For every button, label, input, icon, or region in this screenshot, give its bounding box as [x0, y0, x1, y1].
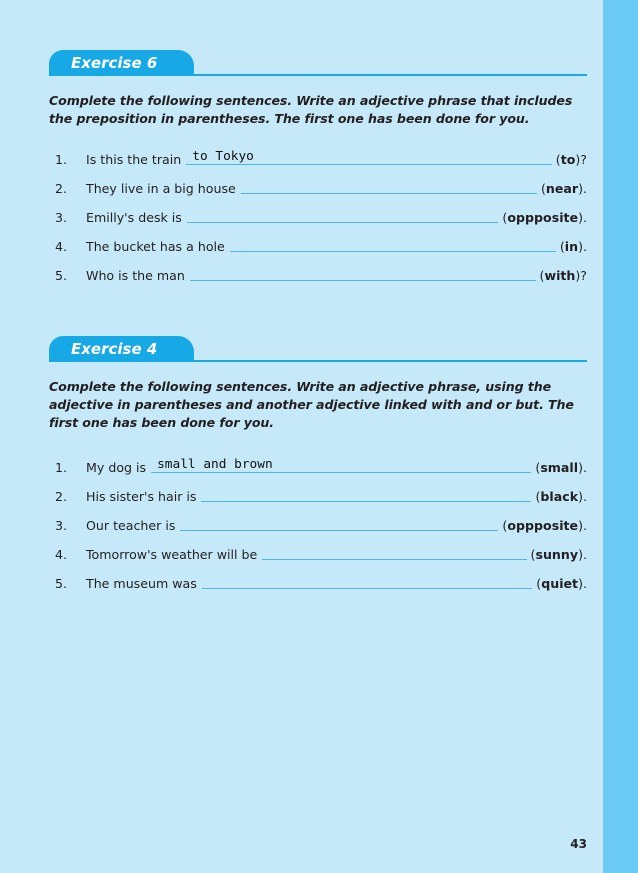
answer-blank[interactable] — [187, 206, 499, 223]
answer-blank[interactable] — [241, 177, 537, 194]
item-cue: (in). — [559, 239, 587, 254]
exercise-item — [49, 446, 587, 475]
item-cue: (to)? — [555, 152, 587, 167]
item-stem: The bucket has a hole — [86, 239, 225, 254]
answer-blank[interactable] — [186, 148, 552, 165]
instr-emphasis: adjective phrase — [359, 93, 477, 108]
handwritten-answer: small and brown — [157, 457, 273, 472]
exercise-instructions — [49, 378, 587, 432]
item-number: 5. — [55, 576, 68, 591]
item-number: 4. — [55, 547, 68, 562]
exercise-header — [49, 50, 587, 77]
exercise-item — [49, 167, 587, 196]
handwritten-answer: to Tokyo — [192, 149, 254, 164]
exercise-item — [49, 254, 587, 283]
instr-emphasis: and — [465, 397, 493, 412]
item-number: 3. — [55, 518, 68, 533]
exercise-item — [49, 533, 587, 562]
answer-blank[interactable] — [151, 456, 531, 473]
item-stem: Emilly's desk is — [86, 210, 182, 225]
instr-text: . The first one has been done for you. — [49, 397, 574, 430]
answer-blank[interactable] — [180, 514, 498, 531]
exercise-tab — [49, 336, 194, 361]
item-number: 2. — [55, 181, 68, 196]
item-stem: The museum was — [86, 576, 197, 591]
answer-blank[interactable] — [201, 485, 531, 502]
item-stem: Who is the man — [86, 268, 185, 283]
item-cue: (quiet). — [536, 576, 587, 591]
item-cue: (sunny). — [530, 547, 587, 562]
instr-text: Complete the following sentences. Write an — [49, 93, 360, 108]
exercise-items — [49, 446, 587, 591]
answer-blank[interactable] — [262, 543, 526, 560]
item-number: 5. — [55, 268, 68, 283]
instr-text: or — [492, 397, 516, 412]
page-number: 43 — [570, 837, 587, 851]
answer-blank[interactable] — [230, 235, 556, 252]
exercise-title: Exercise 6 — [71, 54, 158, 72]
instr-text: Complete the following sentences. Write an — [49, 379, 360, 394]
answer-blank[interactable] — [202, 572, 532, 589]
exercise-instructions — [49, 92, 587, 128]
instr-text: that includes the preposition in parentheses. The first one has been done for you. — [49, 93, 573, 126]
item-number: 1. — [55, 152, 68, 167]
exercise-item — [49, 138, 587, 167]
answer-blank[interactable] — [190, 264, 536, 281]
item-cue: (black). — [535, 489, 587, 504]
exercise-tab — [49, 50, 194, 75]
exercise-item — [49, 196, 587, 225]
item-stem: Is this the train — [86, 152, 182, 167]
item-stem: His sister's hair is — [86, 489, 197, 504]
item-stem: Our teacher is — [86, 518, 176, 533]
instr-text: , using the adjective in parentheses and another adjective linked with — [49, 379, 552, 412]
exercise-header — [49, 336, 587, 363]
item-cue: (oppposite). — [502, 518, 587, 533]
item-number: 2. — [55, 489, 68, 504]
exercise-item — [49, 504, 587, 533]
item-number: 3. — [55, 210, 68, 225]
item-cue: (oppposite). — [502, 210, 587, 225]
exercise-item — [49, 225, 587, 254]
item-stem: My dog is — [86, 460, 147, 475]
exercise-item — [49, 475, 587, 504]
item-number: 4. — [55, 239, 68, 254]
instr-emphasis: but — [515, 397, 540, 412]
exercise-title: Exercise 4 — [71, 340, 158, 358]
instr-emphasis: adjective phrase — [359, 379, 477, 394]
item-cue: (small). — [535, 460, 587, 475]
item-stem: They live in a big house — [86, 181, 236, 196]
exercise-item — [49, 562, 587, 591]
item-cue: (with)? — [539, 268, 587, 283]
exercise-items — [49, 138, 587, 283]
side-color-strip — [603, 0, 638, 873]
exercise-6-section — [49, 50, 587, 283]
item-number: 1. — [55, 460, 68, 475]
item-cue: (near). — [540, 181, 587, 196]
item-stem: Tomorrow's weather will be — [86, 547, 258, 562]
exercise-4-section — [49, 336, 587, 591]
